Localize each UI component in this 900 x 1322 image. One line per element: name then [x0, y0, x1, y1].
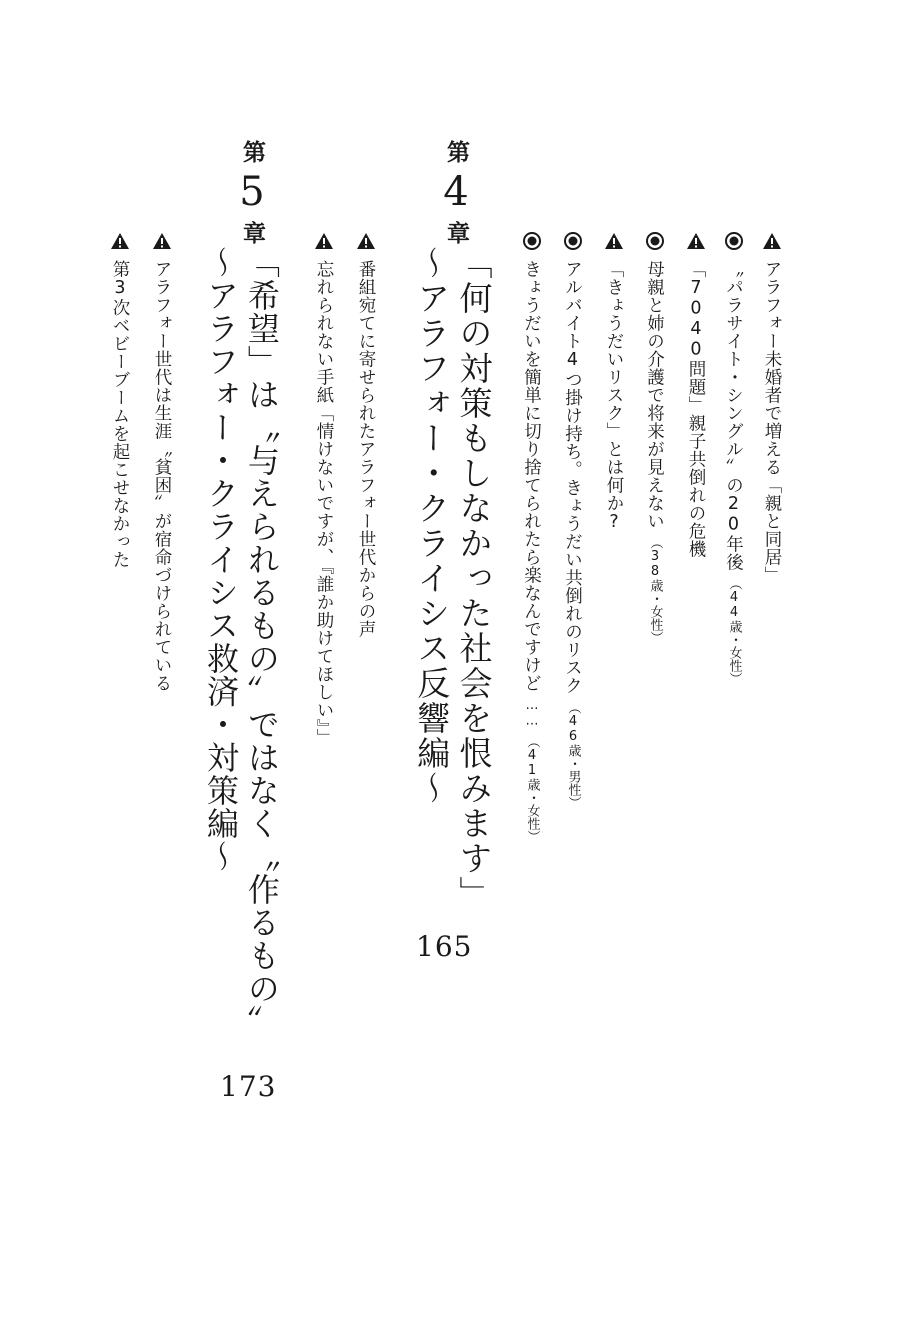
- item-text: 番組宛てに寄せられたアラフォー世代からの声: [356, 260, 376, 638]
- chapter-subtitle-line: ～アラフォー・クライシス救済・対策編～: [201, 246, 240, 873]
- item-note: （41歳・女性）: [524, 735, 540, 843]
- list-item: [724, 232, 743, 685]
- item-text: 第3次ベビーブームを起こせなかった: [110, 260, 130, 569]
- list-item: [152, 232, 172, 692]
- list-item: [522, 232, 541, 843]
- chapter-4-heading: [433, 140, 479, 244]
- list-item: [356, 232, 376, 638]
- list-item: [762, 232, 782, 584]
- chapter-label: 第: [239, 140, 266, 163]
- warning-icon: [110, 232, 130, 250]
- chapter-subtitle-line: ～アラフォー・クライシス反響編～: [412, 246, 452, 806]
- chapter-number: 5: [229, 169, 275, 215]
- item-note: （44歳・女性）: [726, 577, 742, 685]
- item-text: きょうだいを簡単に切り捨てられたら楽なんですけど: [521, 260, 542, 692]
- chapter-5-heading: [229, 140, 275, 244]
- warning-icon: [686, 232, 706, 250]
- warning-icon: [314, 232, 334, 250]
- list-item: [645, 232, 664, 644]
- list-item: [604, 232, 624, 533]
- chapter-number: 4: [433, 169, 479, 215]
- chapter-5-title: [200, 246, 282, 1038]
- chapter-title-line: 「何の対策もしなかった社会を恨みます」: [454, 246, 494, 911]
- item-text: 忘れられない手紙「情けないですが、『誰か助けてほしい』」: [314, 260, 334, 747]
- list-item: [563, 232, 582, 809]
- item-text: アラフォー未婚者で増える「親と同居」: [762, 260, 782, 584]
- chapter-label: 章: [239, 221, 266, 244]
- item-text: 「きょうだいリスク」とは何か?: [604, 260, 624, 533]
- chapter-title-line: 「希望」は〝与えられるもの〟ではなく〝作るもの〟: [242, 246, 281, 1038]
- warning-icon: [152, 232, 172, 250]
- list-item: [314, 232, 334, 747]
- bullseye-icon: [646, 232, 664, 250]
- list-item: [686, 232, 706, 558]
- page-number: 165: [416, 930, 473, 963]
- item-ellipsis: ……: [524, 698, 540, 729]
- chapter-4-title: [410, 246, 494, 911]
- warning-icon: [356, 232, 376, 250]
- bullseye-icon: [523, 232, 541, 250]
- item-text: 「7040問題」親子共倒れの危機: [686, 260, 706, 558]
- item-note: （38歳・女性）: [647, 536, 663, 644]
- chapter-label: 章: [443, 221, 470, 244]
- item-text: アルバイト4つ掛け持ち。きょうだい共倒れのリスク: [562, 260, 583, 695]
- warning-icon: [762, 232, 782, 250]
- chapter-label: 第: [443, 140, 470, 163]
- warning-icon: [604, 232, 624, 250]
- item-text: 〝パラサイト・シングル〟の20年後: [723, 260, 744, 571]
- item-text: アラフォー世代は生涯〝貧困〟が宿命づけられている: [152, 260, 172, 692]
- item-text: 母親と姉の介護で将来が見えない: [644, 260, 665, 530]
- bullseye-icon: [564, 232, 582, 250]
- bullseye-icon: [725, 232, 743, 250]
- page-number: 173: [220, 1070, 277, 1103]
- item-note: （46歳・男性）: [565, 700, 581, 809]
- list-item: [110, 232, 130, 569]
